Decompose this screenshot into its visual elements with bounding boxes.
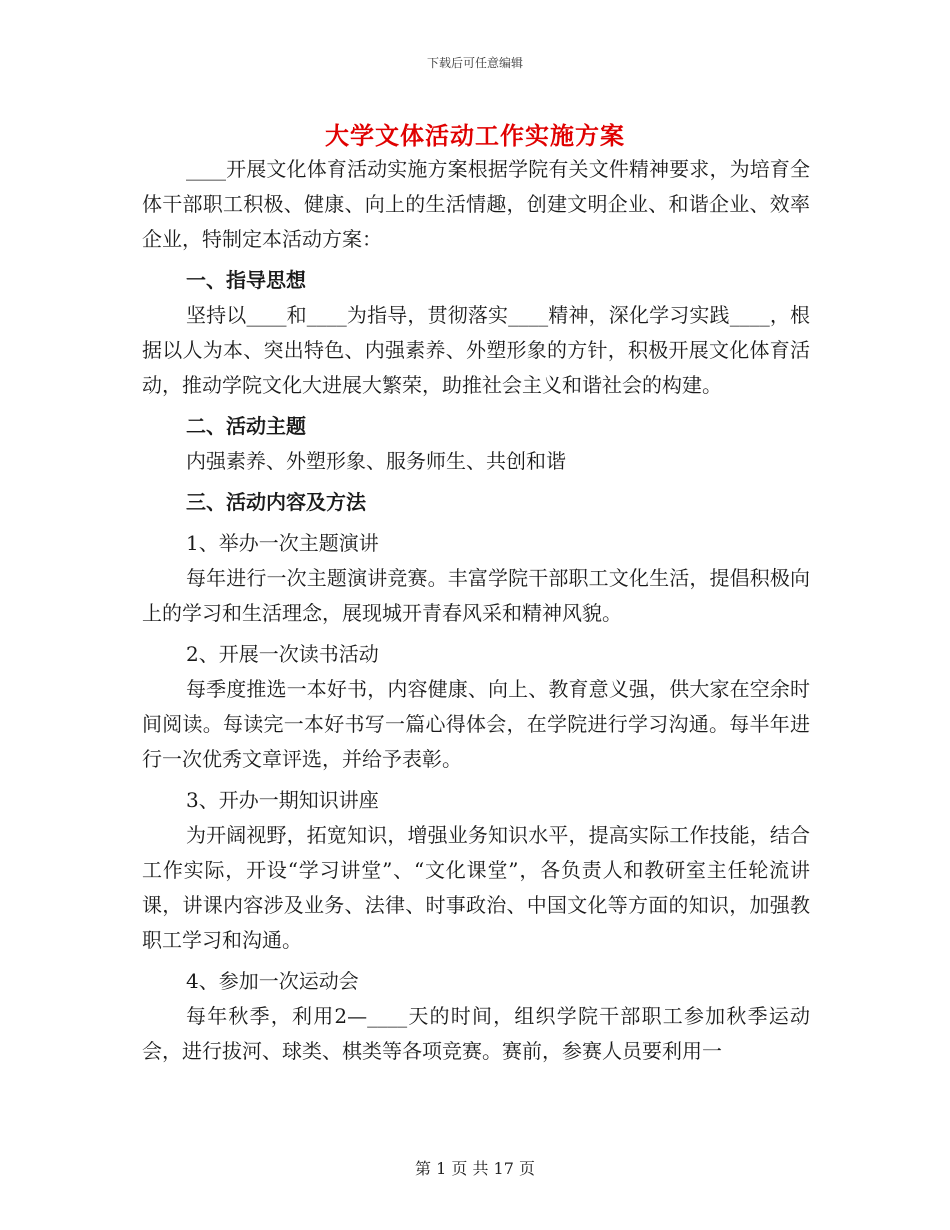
intro-paragraph: ____开展文化体育活动实施方案根据学院有关文件精神要求，为培育全体干部职工积极、健康、向上的生活情趣，创建文明企业、和谐企业、效率企业，特制定本活动方案： (142, 157, 810, 251)
section-body-guiding-ideology: 坚持以____和____为指导，贯彻落实____精神，深化学习实践____，根据以人为本、突出特色、内强素养、外塑形象的方针，积极开展文化体育活动，推动学院文化大进展大繁荣，助推社会主义和谐社会的构建。 (142, 303, 810, 397)
item-body-speech: 每年进行一次主题演讲竞赛。丰富学院干部职工文化生活，提倡积极向上的学习和生活理念，展现城开青春风采和精神风貌。 (142, 566, 810, 625)
item-heading-sports-meet: 4、参加一次运动会 (186, 969, 359, 993)
section-body-activity-theme: 内强素养、外塑形象、服务师生、共创和谐 (186, 449, 566, 473)
document-title: 大学文体活动工作实施方案 (325, 121, 625, 150)
page-number: 第 1 页 共 17 页 (415, 1159, 535, 1178)
document-body (142, 152, 810, 1069)
item-heading-reading: 2、开展一次读书活动 (186, 642, 379, 666)
item-body-lecture: 为开阔视野，拓宽知识，增强业务知识水平，提高实际工作技能，结合工作实际，开设“学习讲堂”、“文化课堂”，各负责人和教研室主任轮流讲课，讲课内容涉及业务、法律、时事政治、中国文化等方面的知识，加强教职工学习和沟通。 (142, 823, 810, 952)
section-heading-activity-content: 三、活动内容及方法 (186, 490, 366, 514)
section-heading-activity-theme: 二、活动主题 (186, 414, 306, 438)
section-heading-guiding-ideology: 一、指导思想 (186, 268, 306, 292)
header-note: 下载后可任意编辑 (426, 56, 523, 70)
item-body-reading: 每季度推选一本好书，内容健康、向上、教育意义强，供大家在空余时间阅读。每读完一本好书写一篇心得体会，在学院进行学习沟通。每半年进行一次优秀文章评选，并给予表彰。 (142, 677, 810, 771)
item-heading-speech: 1、举办一次主题演讲 (186, 531, 379, 555)
item-heading-lecture: 3、开办一期知识讲座 (186, 788, 379, 812)
item-body-sports-meet: 每年秋季，利用2—____天的时间，组织学院干部职工参加秋季运动会，进行拔河、球类、棋类等各项竞赛。赛前，参赛人员要利用一 (142, 1004, 810, 1063)
